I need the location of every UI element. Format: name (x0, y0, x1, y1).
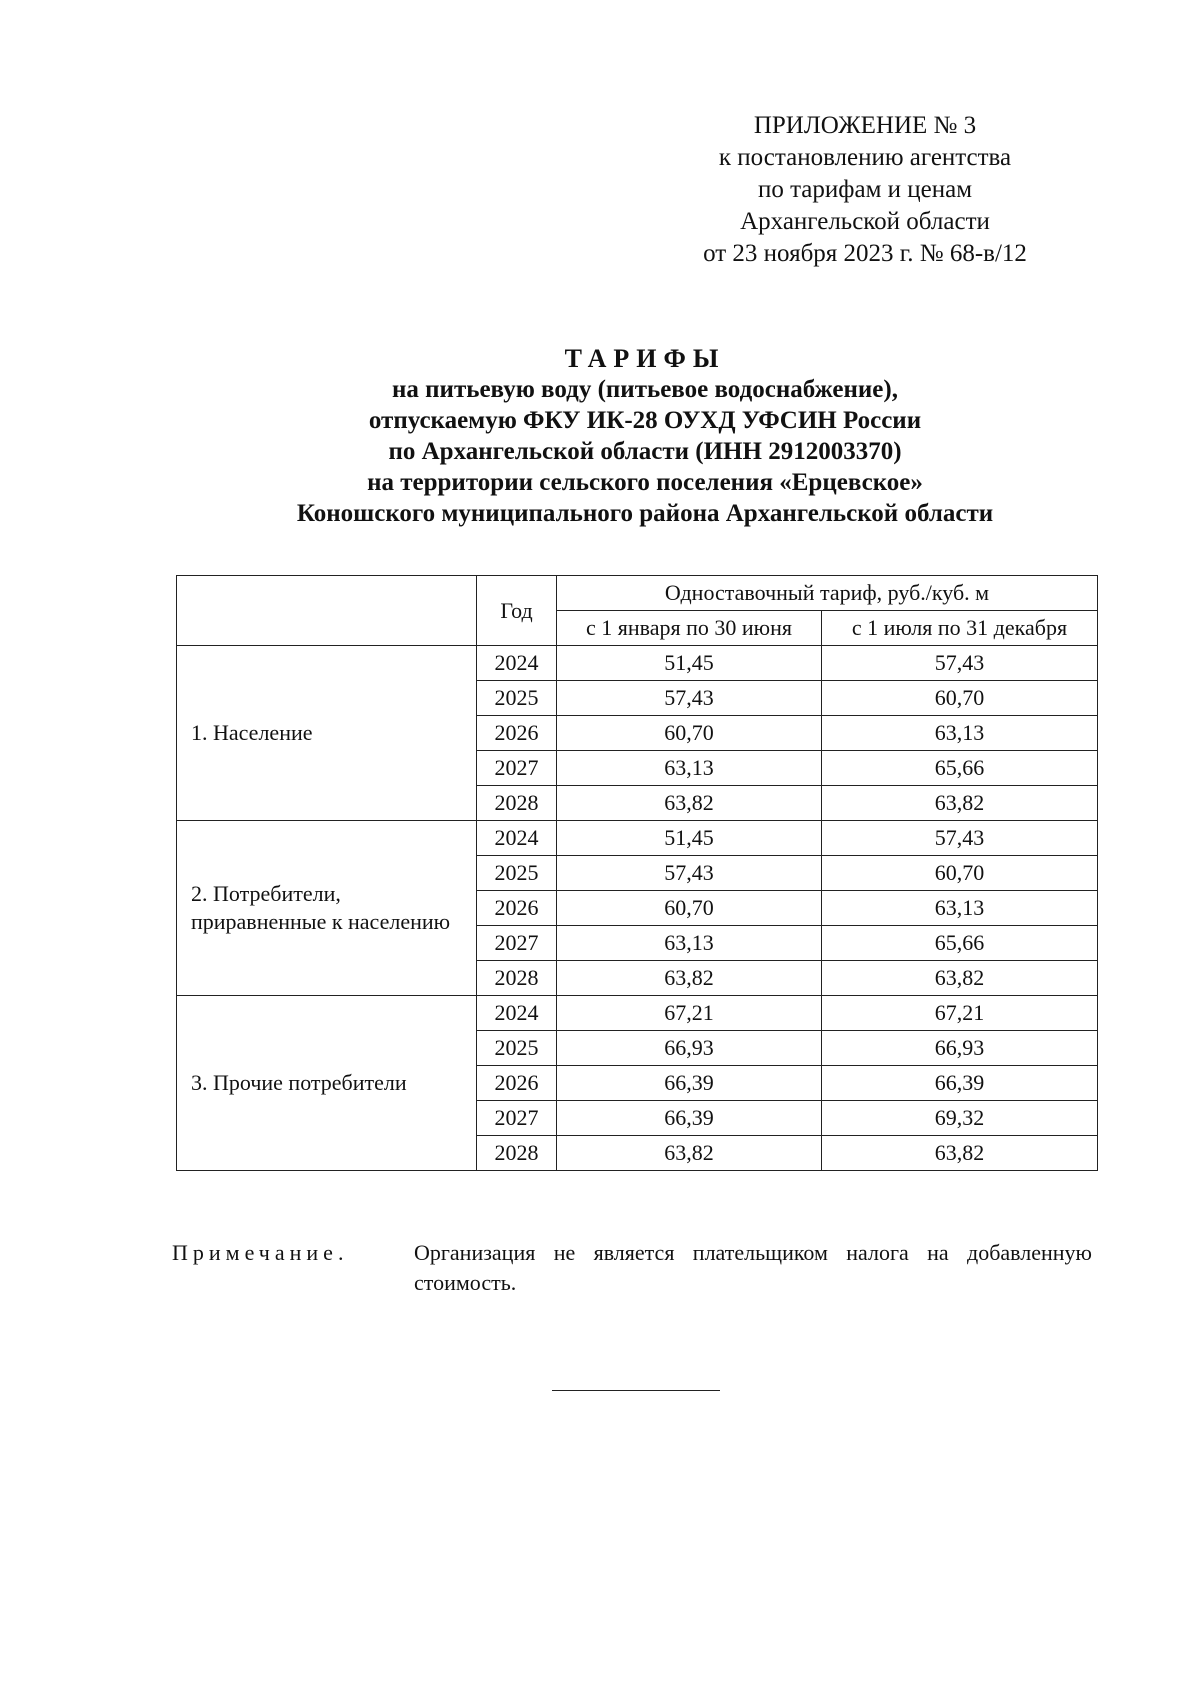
period1-value: 63,13 (557, 751, 822, 786)
period1-value: 67,21 (557, 996, 822, 1031)
category-cell: 1. Население (177, 646, 477, 821)
period2-value: 63,82 (821, 786, 1097, 821)
period2-value: 60,70 (821, 856, 1097, 891)
period2-value: 65,66 (821, 926, 1097, 961)
note-text: Организация не является плательщиком налога на добавленную стоимость. (414, 1240, 1092, 1295)
period2-value: 63,82 (821, 1136, 1097, 1171)
period2-value: 63,82 (821, 961, 1097, 996)
category-cell: 2. Потребители, приравненные к населению (177, 821, 477, 996)
period2-value: 57,43 (821, 821, 1097, 856)
document-title (100, 343, 1190, 529)
appendix-number: ПРИЛОЖЕНИЕ № 3 (753, 112, 977, 139)
year-cell: 2025 (477, 1031, 557, 1066)
year-cell: 2027 (477, 1101, 557, 1136)
period1-value: 63,82 (557, 961, 822, 996)
table-header-row (177, 576, 1098, 611)
year-cell: 2025 (477, 681, 557, 716)
title-line: отпускаемую ФКУ ИК-28 ОУХД УФСИН России (368, 407, 922, 434)
period2-value: 57,43 (821, 646, 1097, 681)
period1-value: 57,43 (557, 681, 822, 716)
category-cell: 3. Прочие потребители (177, 996, 477, 1171)
appendix-line: по тарифам и ценам (757, 176, 973, 203)
year-cell: 2028 (477, 961, 557, 996)
table-row (177, 821, 1098, 856)
period1-value: 63,13 (557, 926, 822, 961)
year-cell: 2024 (477, 996, 557, 1031)
period1-value: 57,43 (557, 856, 822, 891)
year-cell: 2026 (477, 891, 557, 926)
period1-value: 51,45 (557, 646, 822, 681)
appendix-date-number: от 23 ноября 2023 г. № 68-в/12 (703, 240, 1027, 267)
appendix-line: Архангельской области (740, 208, 990, 235)
year-cell: 2027 (477, 751, 557, 786)
period1-value: 63,82 (557, 786, 822, 821)
year-cell: 2024 (477, 821, 557, 856)
appendix-line: к постановлению агентства (718, 144, 1012, 171)
note-label: Примечание. (172, 1240, 349, 1265)
year-cell: 2025 (477, 856, 557, 891)
period2-value: 66,39 (821, 1066, 1097, 1101)
table-row (177, 646, 1098, 681)
period1-value: 60,70 (557, 716, 822, 751)
tariff-table (176, 575, 1098, 1171)
period1-value: 66,39 (557, 1101, 822, 1136)
period1-value: 51,45 (557, 821, 822, 856)
category-header-cell (177, 576, 477, 646)
title-line: Коношского муниципального района Архангельской области (296, 500, 994, 527)
tariff-header: Одноставочный тариф, руб./куб. м (557, 576, 1098, 611)
period2-value: 65,66 (821, 751, 1097, 786)
year-cell: 2024 (477, 646, 557, 681)
year-cell: 2026 (477, 716, 557, 751)
period2-value: 63,13 (821, 891, 1097, 926)
table-row (177, 996, 1098, 1031)
year-cell: 2028 (477, 786, 557, 821)
title-line: на территории сельского поселения «Ерцевское» (367, 469, 923, 496)
period2-value: 60,70 (821, 681, 1097, 716)
period1-value: 63,82 (557, 1136, 822, 1171)
title-line: по Архангельской области (ИНН 2912003370) (388, 438, 902, 465)
year-header: Год (477, 576, 557, 646)
year-cell: 2027 (477, 926, 557, 961)
period2-value: 66,93 (821, 1031, 1097, 1066)
year-cell: 2026 (477, 1066, 557, 1101)
title-main: ТАРИФЫ (564, 344, 726, 373)
year-cell: 2028 (477, 1136, 557, 1171)
period2-header: с 1 июля по 31 декабря (821, 611, 1097, 646)
period1-value: 66,39 (557, 1066, 822, 1101)
title-line: на питьевую воду (питьевое водоснабжение), (392, 376, 898, 403)
period2-value: 67,21 (821, 996, 1097, 1031)
period1-header: с 1 января по 30 июня (557, 611, 822, 646)
period1-value: 66,93 (557, 1031, 822, 1066)
period2-value: 63,13 (821, 716, 1097, 751)
appendix-header (660, 110, 1070, 270)
period2-value: 69,32 (821, 1101, 1097, 1136)
closing-rule (552, 1390, 720, 1391)
period1-value: 60,70 (557, 891, 822, 926)
